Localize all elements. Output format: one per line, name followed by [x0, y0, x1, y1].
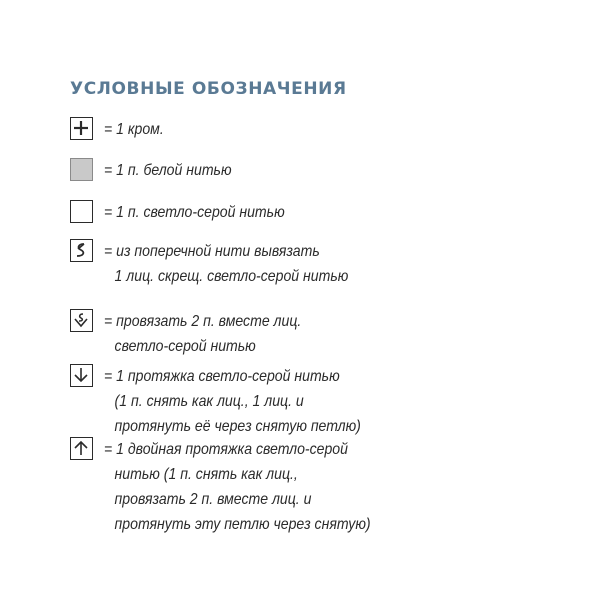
down-arrow-icon [70, 364, 93, 387]
legend-line: = 1 кром. [104, 121, 164, 138]
legend-line: = 1 п. светло-серой нитью [104, 204, 285, 221]
empty-square-icon [70, 200, 93, 223]
legend-item-text [104, 117, 164, 142]
crossed-stitch-icon [70, 239, 93, 262]
up-arrow-icon [70, 437, 93, 460]
legend-item-text [104, 309, 301, 359]
legend-line: = из поперечной нити вывязать [104, 243, 320, 260]
legend-line: 1 лиц. скрещ. светло-серой нитью [114, 268, 349, 285]
legend-item-text [104, 239, 348, 289]
legend-line: = 1 двойная протяжка светло-серой [104, 441, 348, 458]
k2tog-icon [70, 309, 93, 332]
legend-line: протянуть эту петлю через снятую) [114, 516, 371, 533]
legend-line: светло-серой нитью [114, 338, 256, 355]
legend-item-text [104, 200, 285, 225]
legend-line: протянуть её через снятую петлю) [114, 418, 361, 435]
legend-item-text [104, 158, 232, 183]
legend-item-text [104, 437, 371, 537]
legend-line: = 1 протяжка светло-серой нитью [104, 368, 340, 385]
gray-square-icon [70, 158, 93, 181]
legend-line: = 1 п. белой нитью [104, 162, 232, 179]
legend-line: нитью (1 п. снять как лиц., [114, 466, 298, 483]
legend-line: (1 п. снять как лиц., 1 лиц. и [114, 393, 304, 410]
plus-icon [70, 117, 93, 140]
legend-title: УСЛОВНЫЕ ОБОЗНАЧЕНИЯ [70, 79, 347, 99]
legend-item-text [104, 364, 361, 439]
legend-line: = провязать 2 п. вместе лиц. [104, 313, 302, 330]
legend-line: провязать 2 п. вместе лиц. и [114, 491, 312, 508]
